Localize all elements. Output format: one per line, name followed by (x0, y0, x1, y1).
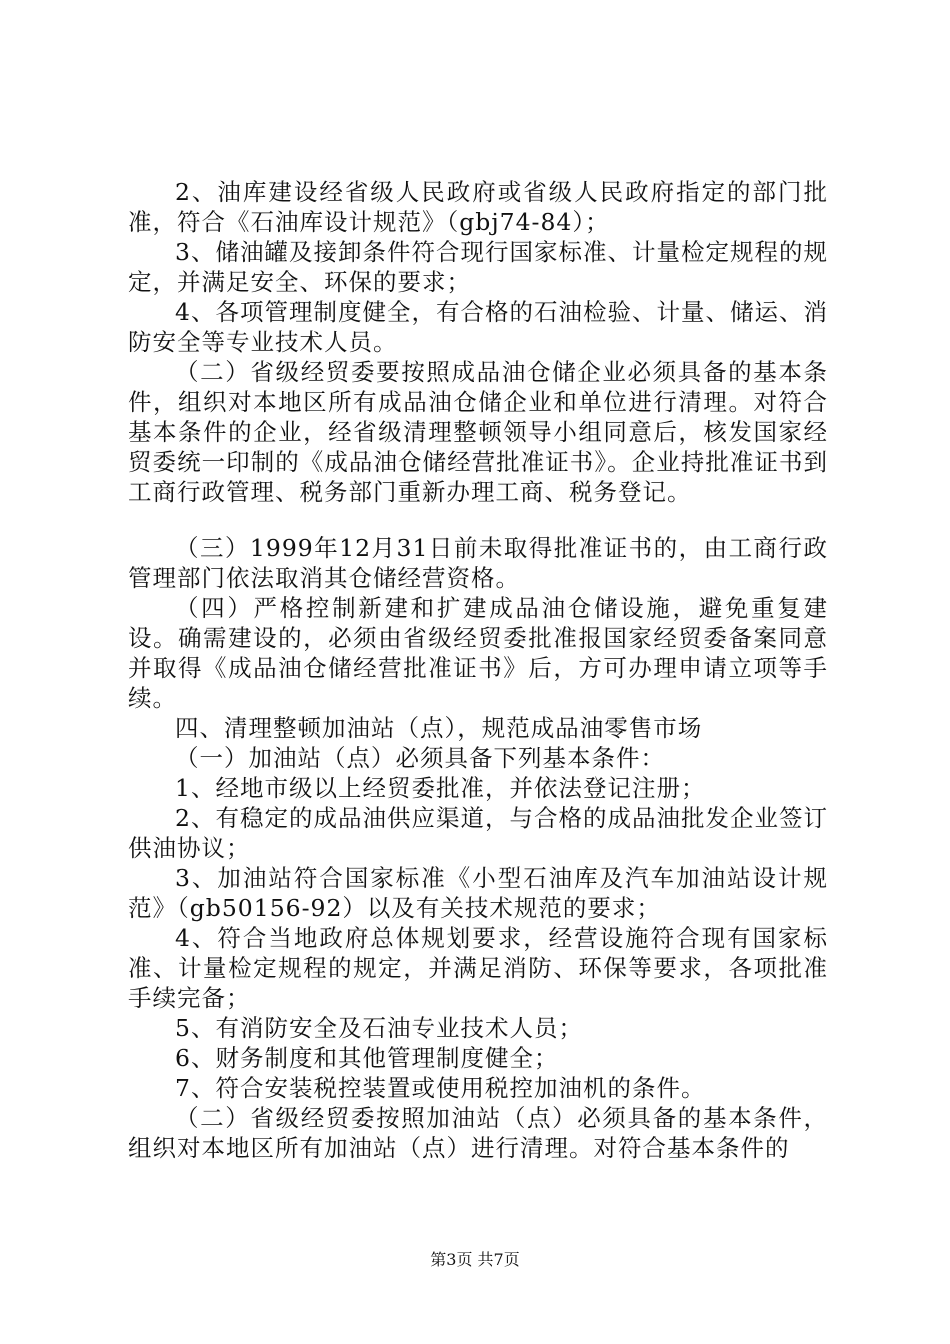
paragraph: 3、储油罐及接卸条件符合现行国家标准、计量检定规程的规定，并满足安全、环保的要求； (128, 238, 828, 296)
document-body (128, 177, 828, 1163)
list-item: 4、符合当地政府总体规划要求，经营设施符合现有国家标准、计量检定规程的规定，并满足消防、环保等要求，各项批准手续完备； (128, 924, 828, 1012)
page-number-footer: 第3页 共7页 (430, 1250, 520, 1269)
list-item: 5、有消防安全及石油专业技术人员； (175, 1014, 583, 1042)
list-item: 7、符合安装税控装置或使用税控加油机的条件。 (175, 1074, 706, 1102)
paragraph: （一）加油站（点）必须具备下列基本条件： (175, 744, 665, 772)
paragraph: （二）省级经贸委要按照成品油仓储企业必须具备的基本条件，组织对本地区所有成品油仓储企业和单位进行清理。对符合基本条件的企业，经省级清理整顿领导小组同意后，核发国家经贸委统一印制的《成品油仓储经营批准证书》。企业持批准证书到工商行政管理、税务部门重新办理工商、税务登记。 (128, 358, 828, 506)
list-item: 6、财务制度和其他管理制度健全； (175, 1044, 559, 1072)
list-item: 3、加油站符合国家标准《小型石油库及汽车加油站设计规范》（gb50156-92）以及有关技术规范的要求； (128, 864, 828, 922)
paragraph: （四）严格控制新建和扩建成品油仓储设施，避免重复建设。确需建设的，必须由省级经贸委批准报国家经贸委备案同意并取得《成品油仓储经营批准证书》后，方可办理申请立项等手续。 (128, 594, 828, 712)
paragraph: 2、油库建设经省级人民政府或省级人民政府指定的部门批准，符合《石油库设计规范》（gbj74-84）； (128, 178, 828, 236)
list-item: 1、经地市级以上经贸委批准，并依法登记注册； (175, 774, 706, 802)
paragraph: （三）1999年12月31日前未取得批准证书的，由工商行政管理部门依法取消其仓储经营资格。 (128, 534, 828, 592)
section-heading: 四、清理整顿加油站（点），规范成品油零售市场 (175, 714, 703, 742)
paragraph: （二）省级经贸委按照加油站（点）必须具备的基本条件，组织对本地区所有加油站（点）进行清理。对符合基本条件的 (128, 1104, 828, 1162)
list-item: 2、有稳定的成品油供应渠道，与合格的成品油批发企业签订供油协议； (128, 804, 828, 862)
paragraph: 4、各项管理制度健全，有合格的石油检验、计量、储运、消防安全等专业技术人员。 (128, 298, 828, 356)
